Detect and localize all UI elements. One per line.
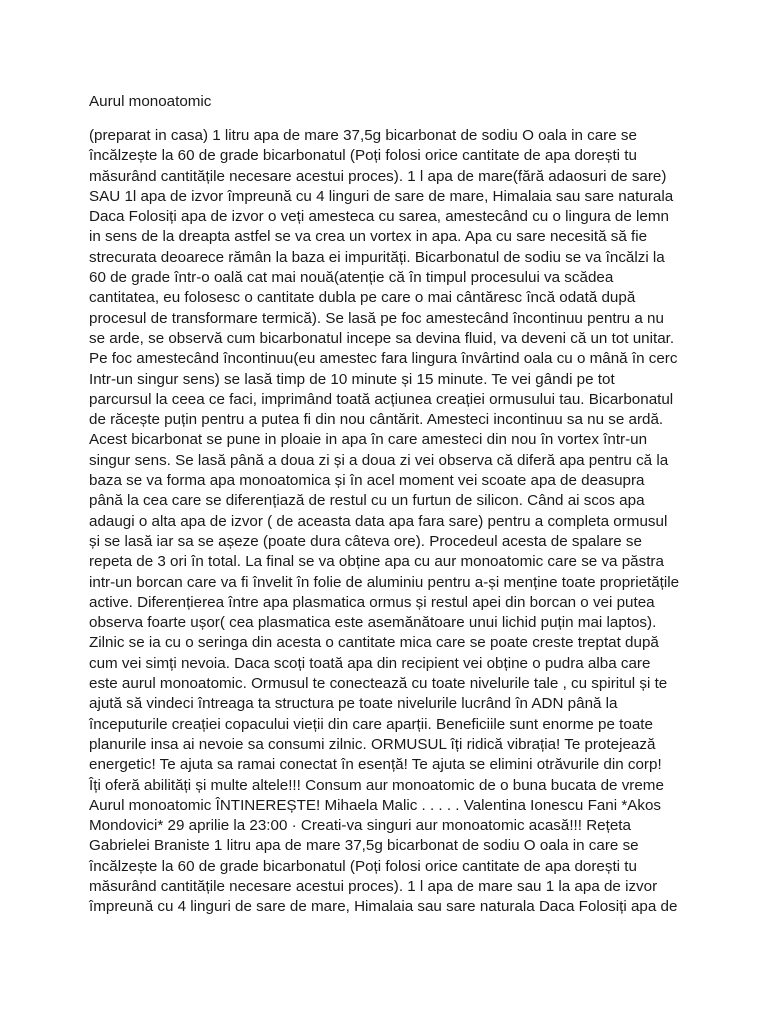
body-text-line: măsurând cantitățile necesare acestui proces). 1 l apa de mare sau 1 la apa de izvor bbox=[89, 877, 658, 895]
body-text-line: împreună cu 4 linguri de sare de mare, Himalaia sau sare naturala Daca Folosiți apa de bbox=[89, 898, 678, 916]
document-body bbox=[89, 126, 689, 918]
body-text-line: parcursul la ceea ce faci, imprimând toată acțiunea creației ormusului tau. Bicarbonatul bbox=[89, 390, 674, 408]
body-text-line: ajută să vindeci întreaga ta structura pe toate nivelurile lucrând în ADN până la bbox=[89, 695, 618, 713]
body-text-line: este aurul monoatomic. Ormusul te conectează cu toate nivelurile tale , cu spiritul și te bbox=[89, 675, 668, 693]
body-text-line: până la cea care se diferențiază de restul cu un furtun de silicon. Când ai scos apa bbox=[89, 492, 645, 510]
body-text-line: de răcește puțin pentru a putea fi din nou cântărit. Amesteci incontinuu sa nu se ardă. bbox=[89, 411, 664, 429]
body-text-line: și se lasă iar sa se așeze (poate dura câteva ore). Procedeul acesta de spalare se bbox=[89, 532, 642, 550]
body-text-line: Intr-un singur sens) se lasă timp de 10 minute și 15 minute. Te vei gândi pe tot bbox=[89, 370, 615, 388]
body-text-line: in sens de la dreapta astfel se va crea un vortex in apa. Apa cu sare necesită să fie bbox=[89, 228, 648, 246]
document-title: Aurul monoatomic bbox=[89, 93, 212, 110]
body-text-line: singur sens. Se lasă până a doua zi și a doua zi vei observa că diferă apa pentru că la bbox=[89, 451, 669, 469]
body-text-line: baza se va forma apa monoatomica și în acel moment vei scoate apa de deasupra bbox=[89, 472, 645, 490]
body-text-line: măsurând cantitățile necesare acestui proces). 1 l apa de mare(fără adaosuri de sare) bbox=[89, 167, 667, 185]
body-text-line: intr-un borcan care va fi învelit în folie de aluminiu pentru a-și menține toate proprietățile bbox=[89, 573, 680, 591]
body-text-line: energetic! Te ajuta sa ramai conectat în esență! Te ajuta se elimini otrăvurile din corp! bbox=[89, 756, 662, 774]
body-text-line: Acest bicarbonat se pune in ploaie in apa în care amesteci din nou în vortex într-un bbox=[89, 431, 648, 449]
body-text-line: active. Diferențierea între apa plasmatica ormus și restul apei din borcan o vei putea bbox=[89, 593, 655, 611]
body-text-line: Daca Folosiți apa de izvor o veți amesteca cu sarea, amestecând cu o lingura de lemn bbox=[89, 208, 669, 226]
body-text-line: Mondovici* 29 aprilie la 23:00 · Creati-va singuri aur monoatomic acasă!!! Rețeta bbox=[89, 817, 631, 835]
body-text-line: adaugi o alta apa de izvor ( de aceasta data apa fara sare) pentru a completa ormusul bbox=[89, 512, 668, 530]
body-text-line: se arde, se observă cum bicarbonatul incepe sa devina fluid, va deveni că un tot unitar. bbox=[89, 329, 675, 347]
body-text-line: observa foarte ușor( cea plasmatica este asemănătoare unui lichid puțin mai laptos). bbox=[89, 614, 657, 632]
body-text-line: Gabrielei Braniste 1 litru apa de mare 37,5g bicarbonat de sodiu O oala in care se bbox=[89, 837, 639, 855]
body-text-line: Pe foc amestecând încontinuu(eu amestec fara lingura învârtind oala cu o mână în cerc bbox=[89, 350, 678, 368]
body-text-line: încălzește la 60 de grade bicarbonatul (Poți folosi orice cantitate de apa dorești tu bbox=[89, 147, 637, 165]
body-text-line: planurile insa ai nevoie sa consumi zilnic. ORMUSUL îți ridică vibrația! Te protejează bbox=[89, 735, 656, 753]
body-text-line: Zilnic se ia cu o seringa din acesta o cantitate mica care se poate creste treptat după bbox=[89, 634, 659, 652]
body-text-line: strecurata deoarece rămân la baza ei impurități. Bicarbonatul de sodiu se va încălzi la bbox=[89, 248, 665, 266]
body-text-line: Îți oferă abilități și multe altele!!! Consum aur monoatomic de o buna bucata de vreme bbox=[89, 776, 664, 794]
body-text-line: cantitatea, eu folosesc o cantitate dubla pe care o mai cântăresc încă odată după bbox=[89, 289, 636, 307]
body-text-line: SAU 1l apa de izvor împreună cu 4 linguri de sare de mare, Himalaia sau sare naturala bbox=[89, 187, 674, 205]
body-text-line: cum vei simți nevoia. Daca scoți toată apa din recipient vei obține o pudra alba care bbox=[89, 654, 651, 672]
body-text-line: procesul de transformare termică). Se lasă pe foc amestecând încontinuu pentru a nu bbox=[89, 309, 664, 327]
body-text-line: Aurul monoatomic ÎNTINEREȘTE! Mihaela Malic . . . . . Valentina Ionescu Fani *Akos bbox=[89, 796, 662, 814]
body-text-line: (preparat in casa) 1 litru apa de mare 37,5g bicarbonat de sodiu O oala in care se bbox=[89, 127, 637, 144]
body-text-line: repeta de 3 ori în total. La final se va obține apa cu aur monoatomic care se va păstra bbox=[89, 553, 664, 571]
body-text-line: începuturile creației copacului vieții din care aparții. Beneficiile sunt enorme pe toate bbox=[89, 715, 653, 733]
body-text-line: 60 de grade într-o oală cat mai nouă(atenție că în timpul procesului va scădea bbox=[89, 269, 614, 287]
body-text-line: încălzește la 60 de grade bicarbonatul (Poți folosi orice cantitate de apa dorești tu bbox=[89, 857, 637, 875]
